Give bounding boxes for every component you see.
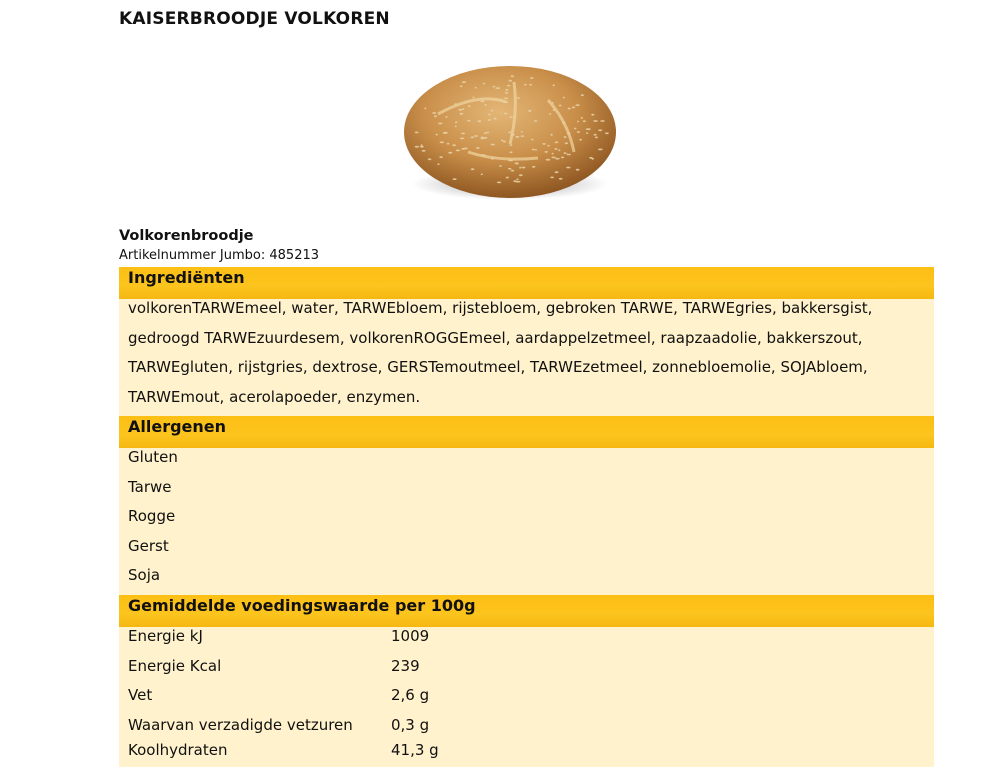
seed-speck	[474, 135, 478, 137]
seed-speck	[453, 178, 457, 180]
seed-speck	[484, 104, 486, 106]
seed-speck	[428, 158, 432, 160]
seed-speck	[511, 134, 515, 136]
nutrition-value: 2,6 g	[391, 686, 430, 704]
seed-speck	[542, 143, 545, 145]
seed-speck	[577, 131, 580, 133]
seed-speck	[483, 83, 485, 85]
seed-speck	[445, 116, 447, 118]
seed-speck	[455, 126, 457, 128]
seed-speck	[467, 120, 471, 122]
seed-speck	[579, 139, 582, 141]
seed-speck	[508, 160, 513, 162]
ingredients-line: TARWEmout, acerolapoeder, enzymen.	[128, 387, 421, 406]
seed-speck	[504, 98, 509, 100]
seed-speck	[508, 168, 511, 170]
seed-speck	[595, 137, 598, 139]
seed-speck	[558, 149, 560, 151]
seed-speck	[491, 158, 494, 160]
seed-speck	[563, 97, 565, 99]
seed-speck	[462, 108, 464, 110]
seed-speck	[552, 102, 554, 104]
seed-speck	[505, 92, 509, 94]
seed-speck	[562, 122, 565, 124]
nutrition-label: Energie kJ	[128, 627, 203, 645]
seed-speck	[555, 171, 559, 173]
seed-speck	[415, 146, 419, 148]
seed-speck	[471, 136, 474, 138]
seed-speck	[561, 157, 564, 159]
seed-speck	[472, 97, 474, 99]
product-name: Volkorenbroodje	[119, 228, 254, 244]
seed-speck	[583, 120, 586, 122]
seed-speck	[438, 123, 443, 125]
seed-speck	[568, 108, 571, 110]
nutrition-label: Energie Kcal	[128, 656, 222, 675]
seed-speck	[554, 148, 557, 150]
seed-speck	[545, 151, 548, 153]
seed-speck	[546, 159, 551, 161]
seed-speck	[521, 135, 525, 137]
seed-speck	[576, 169, 580, 171]
seed-speck	[519, 174, 523, 176]
seed-speck	[517, 97, 520, 99]
seed-speck	[437, 163, 439, 165]
seed-speck	[529, 84, 532, 86]
seed-speck	[493, 118, 496, 120]
seed-speck	[593, 120, 598, 122]
seed-speck	[591, 114, 594, 116]
seed-speck	[532, 166, 536, 168]
seed-speck	[564, 152, 567, 154]
allergen-item: Gerst	[128, 536, 169, 555]
seed-speck	[598, 149, 603, 151]
seed-speck	[509, 144, 512, 146]
seed-speck	[559, 178, 563, 180]
seed-speck	[592, 158, 595, 160]
seed-speck	[460, 85, 463, 87]
seed-speck	[531, 139, 534, 141]
seed-speck	[550, 177, 554, 179]
seed-speck	[547, 145, 549, 147]
seed-speck	[443, 132, 447, 134]
seed-speck	[511, 170, 514, 172]
seed-speck	[506, 177, 509, 179]
ingredients-line: gedroogd TARWEzuurdesem, volkorenROGGEmeel, aardappelzetmeel, raapzaadolie, bakkerszout,	[128, 328, 863, 347]
seed-speck	[516, 178, 518, 180]
seed-speck	[504, 113, 507, 115]
product-title: KAISERBROODJE VOLKOREN	[119, 9, 390, 29]
seed-speck	[471, 168, 475, 170]
allergen-item: Soja	[128, 566, 161, 584]
nutrition-heading: Gemiddelde voedingswaarde per 100g	[119, 595, 934, 627]
seed-speck	[605, 132, 609, 134]
seed-speck	[436, 134, 438, 136]
seed-speck	[501, 140, 503, 142]
seed-speck	[480, 101, 484, 103]
seed-speck	[552, 153, 554, 155]
seed-speck	[530, 77, 534, 79]
seed-speck	[455, 121, 457, 123]
seed-speck	[439, 156, 443, 158]
seed-speck	[598, 129, 602, 131]
ingredients-heading: Ingrediënten	[119, 267, 934, 299]
seed-speck	[553, 85, 555, 87]
seed-speck	[452, 144, 456, 146]
seed-speck	[495, 87, 500, 89]
seed-speck	[508, 131, 511, 133]
ingredients-line: volkorenTARWEmeel, water, TARWEbloem, rijstebloem, gebroken TARWE, TARWEgries, bakkersgist,	[128, 299, 873, 317]
seed-speck	[491, 110, 494, 112]
seed-speck	[421, 144, 423, 146]
seed-speck	[497, 182, 501, 184]
seed-speck	[461, 148, 465, 150]
nutrition-label: Koolhydraten	[128, 741, 228, 759]
seed-speck	[566, 167, 570, 169]
seed-speck	[513, 180, 517, 182]
seed-speck	[511, 75, 514, 77]
seed-speck	[447, 143, 450, 145]
seed-speck	[468, 105, 471, 107]
seed-speck	[535, 149, 537, 151]
seed-speck	[549, 113, 551, 115]
nutrition-value: 0,3 g	[391, 715, 430, 734]
seed-speck	[424, 108, 426, 110]
seed-speck	[515, 136, 519, 138]
info-panel	[119, 267, 934, 767]
seed-speck	[434, 115, 437, 117]
seed-speck	[553, 109, 556, 111]
seed-speck	[460, 113, 464, 115]
seed-speck	[524, 84, 527, 86]
seed-speck	[476, 147, 480, 149]
seed-speck	[505, 89, 508, 91]
seed-speck	[534, 120, 537, 122]
seed-speck	[555, 141, 558, 143]
seed-speck	[499, 165, 502, 167]
seed-speck	[460, 138, 464, 140]
seed-speck	[551, 157, 555, 159]
seed-speck	[483, 137, 488, 139]
seed-speck	[555, 158, 560, 160]
allergen-item: Rogge	[128, 507, 176, 525]
seed-speck	[510, 116, 513, 118]
allergens-heading: Allergenen	[119, 416, 934, 448]
seed-speck	[572, 107, 575, 109]
seed-speck	[500, 99, 502, 101]
seed-speck	[456, 150, 460, 152]
allergen-item: Gluten	[128, 448, 178, 466]
seed-speck	[488, 119, 491, 121]
seed-speck	[482, 154, 486, 156]
seed-speck	[458, 109, 462, 111]
seed-speck	[529, 110, 532, 112]
nutrition-value: 41,3 g	[391, 741, 439, 759]
seed-speck	[567, 154, 569, 156]
seed-speck	[462, 81, 466, 83]
seed-speck	[581, 94, 584, 96]
seed-speck	[504, 101, 509, 103]
nutrition-value: 1009	[391, 627, 430, 645]
ingredients-line: TARWEgluten, rijstgries, dextrose, GERSTemoutmeel, TARWEzetmeel, zonnebloemolie, SOJAbloem,	[128, 358, 868, 376]
seed-speck	[564, 136, 567, 138]
seed-speck	[507, 85, 511, 87]
seed-speck	[440, 141, 444, 143]
seed-speck	[521, 167, 525, 169]
seed-speck	[461, 133, 465, 135]
seed-speck	[577, 121, 579, 123]
seed-speck	[422, 150, 426, 152]
seed-speck	[600, 120, 604, 122]
seed-speck	[550, 134, 553, 136]
seed-speck	[509, 80, 512, 82]
seed-speck	[521, 131, 523, 133]
seed-speck	[588, 128, 590, 130]
seed-speck	[491, 144, 495, 146]
seed-speck	[493, 86, 496, 88]
seed-speck	[475, 87, 477, 89]
allergen-item: Tarwe	[128, 477, 172, 496]
article-number-line	[119, 248, 319, 263]
seed-speck	[484, 132, 487, 134]
seed-speck	[516, 163, 519, 165]
seed-speck	[510, 151, 513, 153]
product-photo	[398, 52, 622, 212]
seed-speck	[567, 133, 571, 135]
seed-speck	[565, 142, 568, 144]
seed-speck	[432, 112, 436, 114]
seed-speck	[559, 105, 562, 107]
seed-speck	[594, 134, 597, 136]
seed-speck	[575, 104, 579, 106]
seed-speck	[481, 173, 483, 175]
nutrition-label: Waarvan verzadigde vetzuren	[128, 715, 353, 734]
nutrition-label: Vet	[128, 686, 153, 704]
seed-speck	[488, 114, 491, 116]
article-number-label: Artikelnummer Jumbo:	[119, 248, 266, 263]
seed-speck	[455, 103, 457, 105]
seed-speck	[532, 149, 535, 151]
seed-speck	[448, 152, 452, 154]
nutrition-value: 239	[391, 656, 420, 675]
seed-speck	[477, 120, 481, 122]
seed-speck	[574, 128, 577, 130]
seed-speck	[519, 167, 521, 169]
seed-speck	[586, 132, 588, 134]
seed-speck	[503, 141, 507, 143]
seed-speck	[518, 181, 521, 183]
seed-speck	[581, 117, 583, 119]
seed-speck	[415, 132, 419, 134]
article-number: 485213	[269, 248, 320, 263]
